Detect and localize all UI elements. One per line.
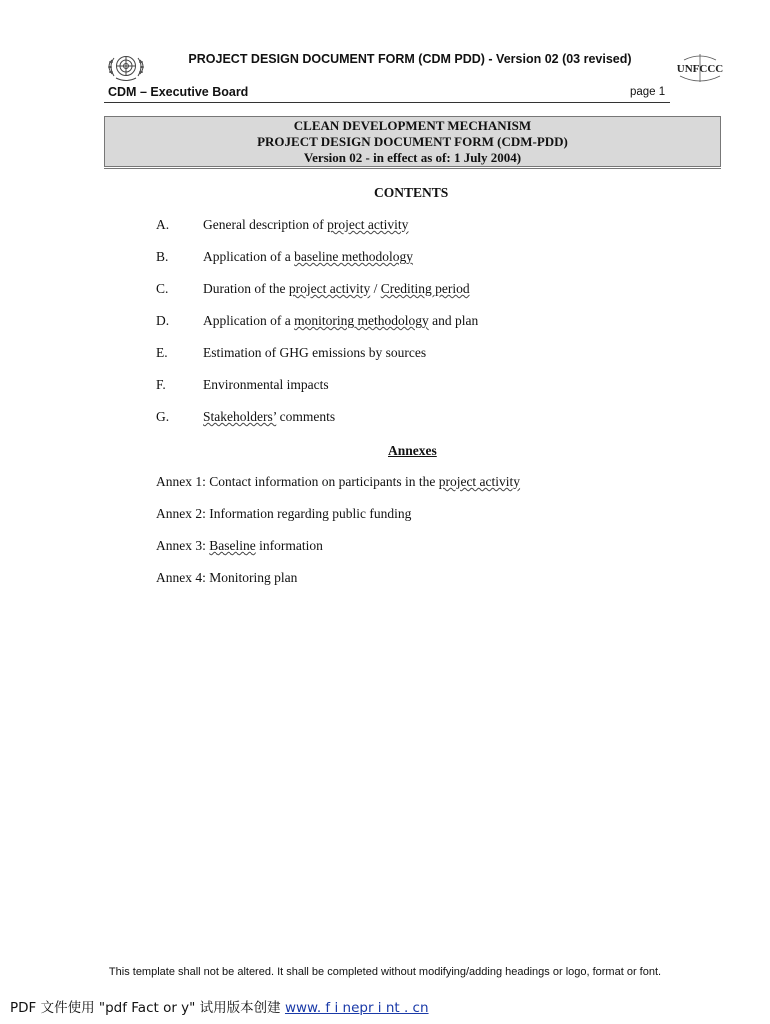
toc-letter-d: D. <box>156 313 170 328</box>
header-executive-board: CDM – Executive Board <box>108 85 249 99</box>
annexes-heading: Annexes <box>388 443 437 458</box>
toc-letter-f: F. <box>156 377 166 392</box>
header-page-number: page 1 <box>630 86 666 98</box>
toc-item-a[interactable]: General description of project activity <box>203 217 409 232</box>
toc-letter-c: C. <box>156 281 169 296</box>
footer-template-note: This template shall not be altered. It shall be completed without modifying/adding headings or logo, format or font. <box>108 966 662 978</box>
toc-item-c[interactable]: Duration of the project activity / Crediting period <box>203 281 470 296</box>
annex-item-3[interactable]: Annex 3: Baseline information <box>156 538 323 553</box>
annex-item-4[interactable]: Annex 4: Monitoring plan <box>156 570 298 585</box>
toc-item-g[interactable]: Stakeholders’ comments <box>203 409 336 424</box>
watermark-link[interactable]: www. f i nepr i nt . cn <box>284 1000 429 1016</box>
title-box <box>104 116 721 167</box>
toc-item-e[interactable]: Estimation of GHG emissions by sources <box>203 345 427 360</box>
toc-letter-a: A. <box>156 217 170 232</box>
title-line-3: Version 02 - in effect as of: 1 July 2004) <box>303 149 522 165</box>
unfccc-logo <box>676 52 724 86</box>
contents-heading: CONTENTS <box>374 185 449 200</box>
toc-letter-e: E. <box>156 345 168 360</box>
annex-item-1[interactable]: Annex 1: Contact information on participants in the project activity <box>156 474 521 489</box>
toc-letter-b: B. <box>156 249 169 264</box>
toc-item-f[interactable]: Environmental impacts <box>203 377 329 392</box>
toc-letter-g: G. <box>156 409 170 424</box>
header-title: PROJECT DESIGN DOCUMENT FORM (CDM PDD) - Version 02 (03 revised) <box>188 52 632 66</box>
title-box-rule <box>104 168 721 169</box>
title-line-1: CLEAN DEVELOPMENT MECHANISM <box>293 117 532 133</box>
watermark-text: PDF 文件使用 "pdf Fact or y" 试用版本创建 <box>10 1000 285 1016</box>
svg-text:UNFCCC: UNFCCC <box>676 63 724 75</box>
annex-item-2[interactable]: Annex 2: Information regarding public funding <box>156 506 412 521</box>
pdf-factory-watermark <box>10 996 429 1016</box>
header-divider <box>104 102 670 103</box>
title-line-2: PROJECT DESIGN DOCUMENT FORM (CDM-PDD) <box>257 133 568 149</box>
toc-item-b[interactable]: Application of a baseline methodology <box>203 249 413 264</box>
un-emblem-logo <box>104 48 148 84</box>
toc-item-d[interactable]: Application of a monitoring methodology and plan <box>203 313 479 328</box>
